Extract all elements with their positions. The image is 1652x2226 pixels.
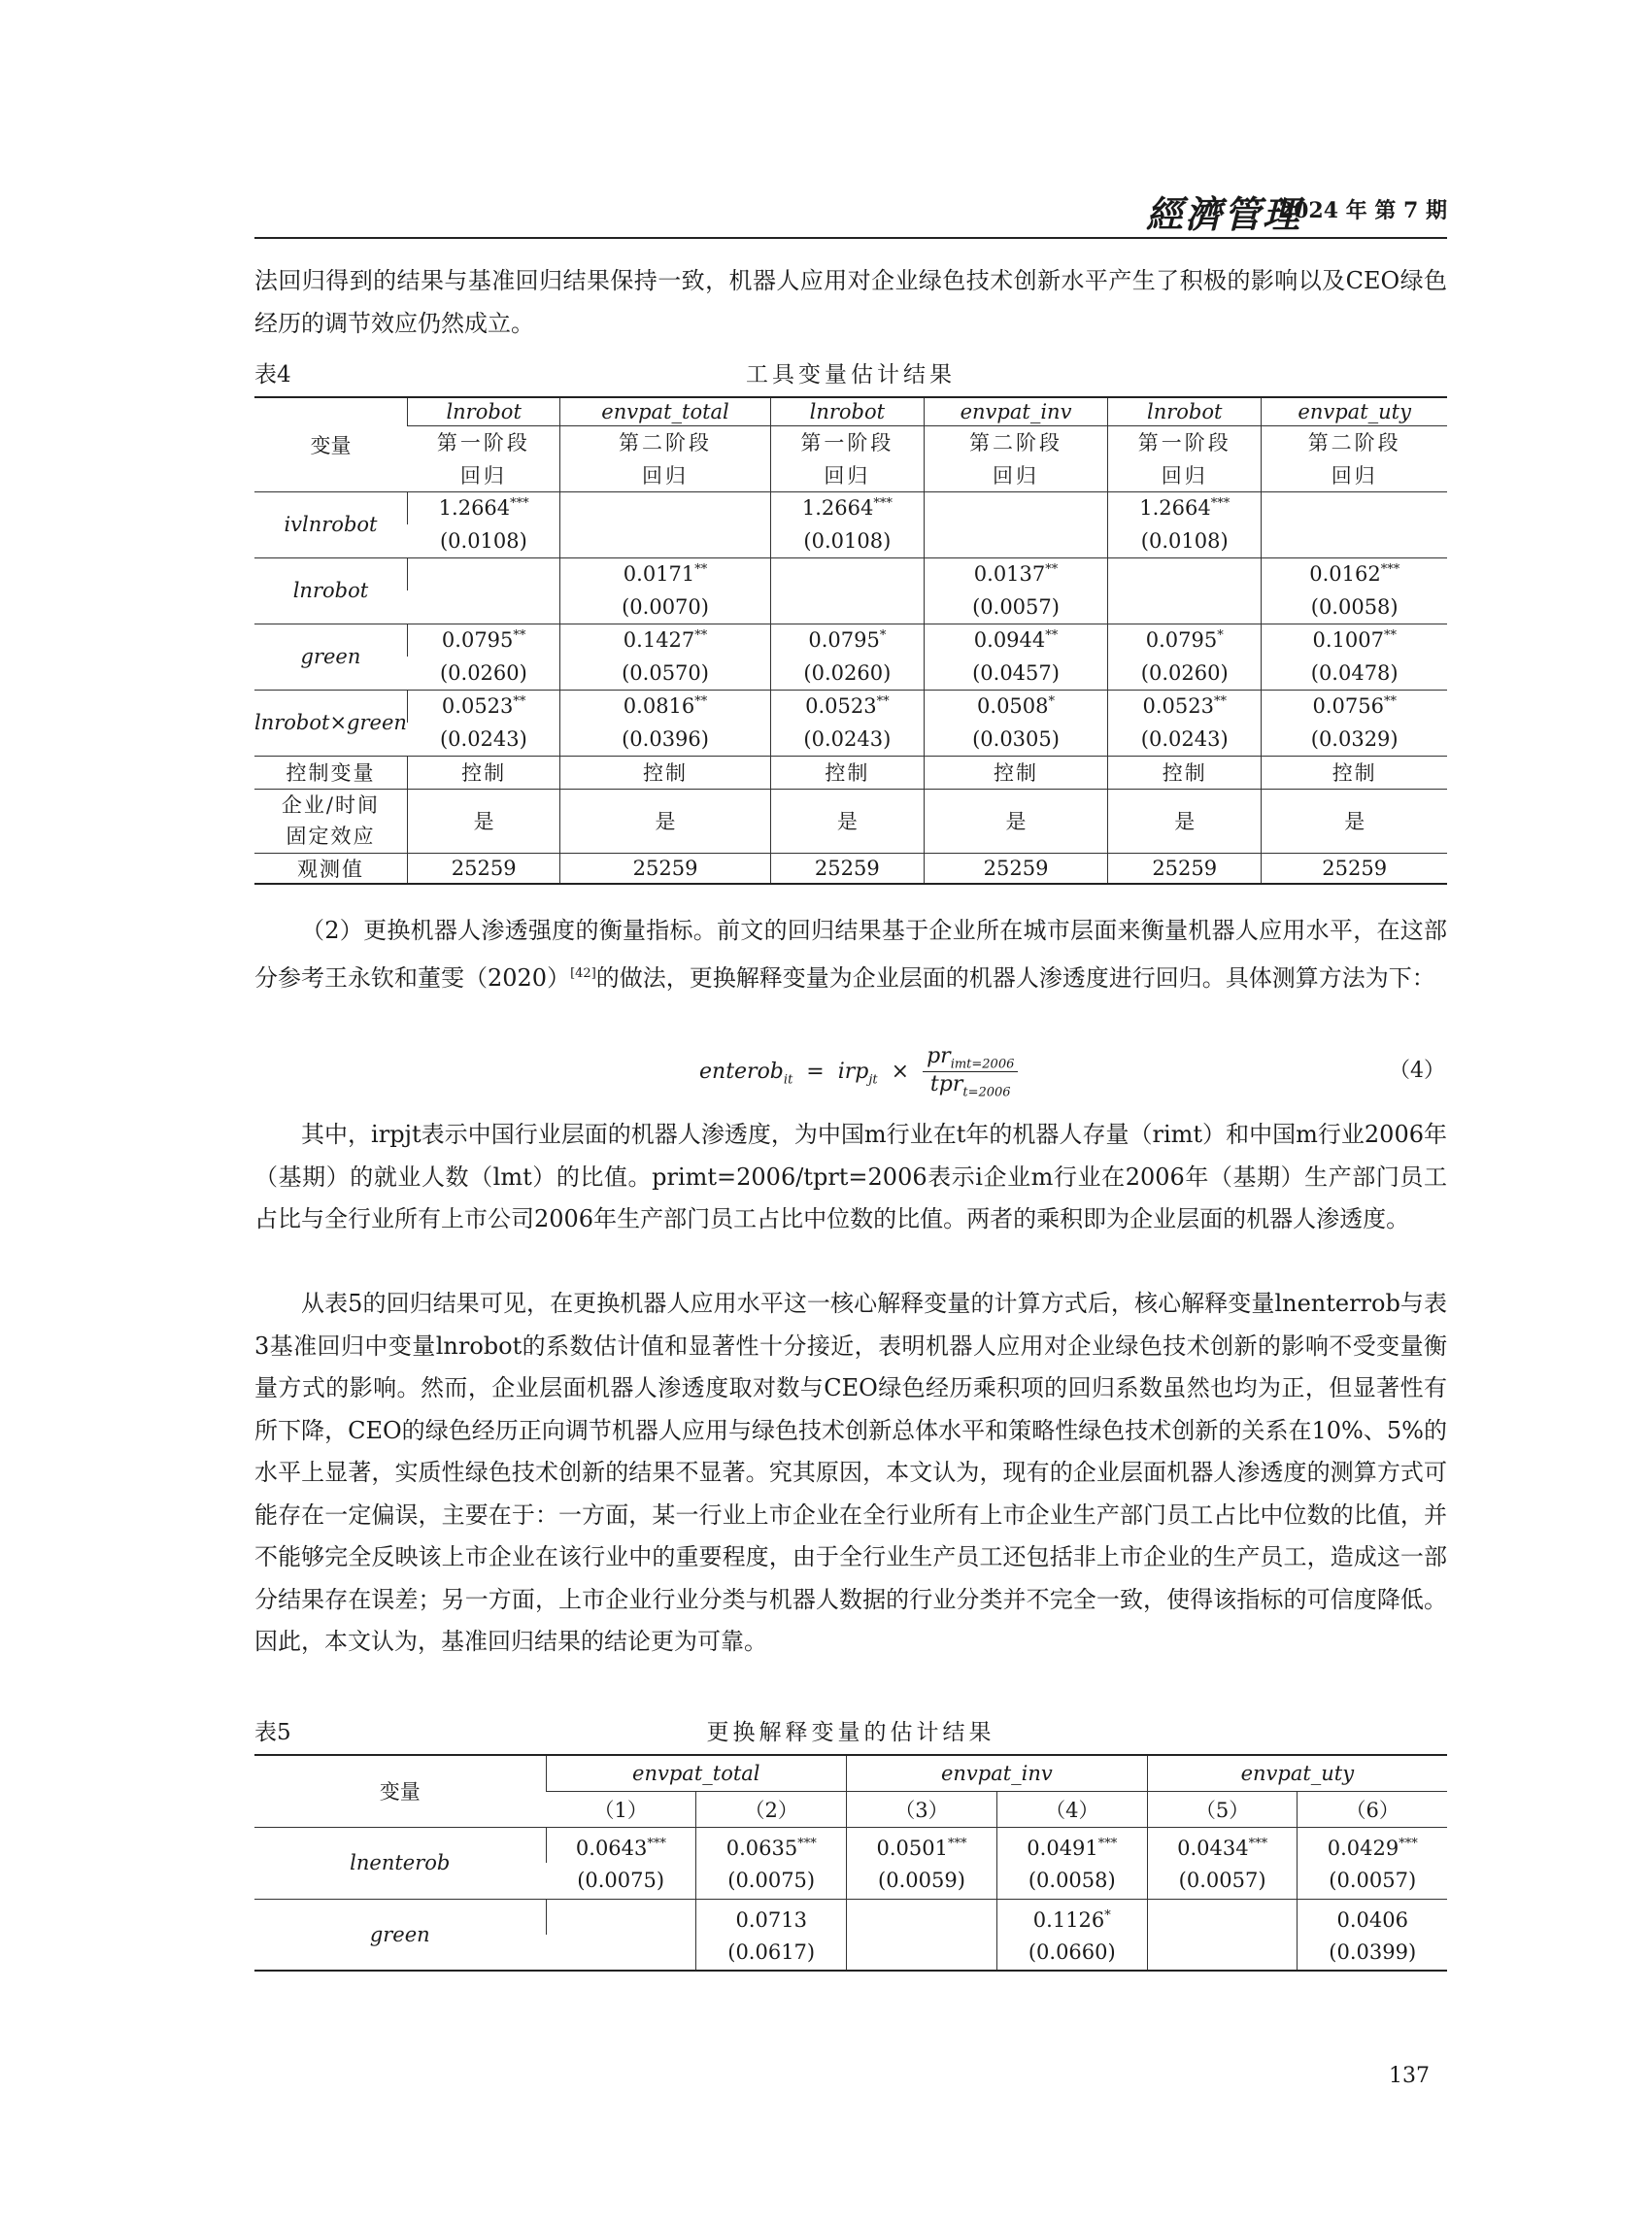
paragraph-2: （2）更换机器人渗透强度的衡量指标。前文的回归结果基于企业所在城市层面来衡量机器人应用水平，在这部分参考王永钦和董雯（2020）[42]的做法，更换解释变量为企业层面的机器人渗透度进行回归。具体测算方法为下： (254, 917, 1447, 992)
table-4 (254, 396, 1447, 885)
coef-cell: 0.1007** (1262, 624, 1447, 657)
table5-caption (254, 1714, 1447, 1745)
coef-cell: 0.0795** (407, 624, 560, 657)
table5-title: 更换解释变量的估计结果 (706, 1720, 995, 1745)
se-cell (546, 1935, 696, 1971)
table4-header-row (254, 397, 1447, 425)
fe-cell: 是 (1262, 789, 1447, 853)
page-number: 137 (1389, 2064, 1430, 2088)
se-cell: (0.0260) (1108, 657, 1262, 690)
se-cell: (0.0305) (925, 723, 1108, 756)
coef-cell: 0.0944** (925, 624, 1108, 657)
obs-label: 观测值 (296, 857, 364, 881)
col-name: envpat_uty (1262, 397, 1447, 425)
control-row (254, 756, 1447, 789)
table5-label: 表5 (254, 1720, 291, 1745)
col-number: （6） (1298, 1791, 1447, 1827)
col-stage: 第二阶段 (925, 425, 1108, 458)
var-header: 变量 (254, 1755, 546, 1827)
coef-cell (925, 491, 1108, 524)
se-cell: (0.0329) (1262, 723, 1447, 756)
col-stage: 第二阶段 (560, 425, 770, 458)
col-name: lnrobot (770, 397, 924, 425)
coef-cell: 0.1126* (996, 1899, 1147, 1935)
coef-cell: 0.0523** (1108, 690, 1262, 723)
control-cell: 控制 (925, 756, 1108, 789)
coef-cell: 0.0501*** (847, 1827, 997, 1863)
se-cell: (0.0108) (770, 524, 924, 557)
group-header: envpat_inv (847, 1755, 1148, 1791)
table4-reg-row (254, 458, 1447, 491)
col-stage: 第二阶段 (1262, 425, 1447, 458)
col-reg: 回归 (925, 458, 1108, 491)
coef-cell: 0.0795* (770, 624, 924, 657)
se-cell (925, 524, 1108, 557)
col-name: envpat_total (560, 397, 770, 425)
table-row (254, 624, 1447, 657)
coef-cell: 0.0171** (560, 557, 770, 590)
coef-cell: 0.0137** (925, 557, 1108, 590)
table-row (254, 1827, 1447, 1863)
col-name: lnrobot (1108, 397, 1262, 425)
se-cell (770, 590, 924, 624)
page-header (254, 183, 1447, 239)
obs-cell: 25259 (1262, 853, 1447, 884)
se-cell: (0.0457) (925, 657, 1108, 690)
fe-cell: 是 (407, 789, 560, 853)
coef-cell: 0.0429*** (1298, 1827, 1447, 1863)
coef-cell: 0.1427** (560, 624, 770, 657)
se-cell: (0.0058) (1262, 590, 1447, 624)
control-cell: 控制 (1262, 756, 1447, 789)
coef-cell: 0.0523** (770, 690, 924, 723)
coef-cell (847, 1899, 997, 1935)
coef-cell (546, 1899, 696, 1935)
se-cell: (0.0070) (560, 590, 770, 624)
fe-cell: 是 (1108, 789, 1262, 853)
coef-cell (770, 557, 924, 590)
control-cell: 控制 (770, 756, 924, 789)
table-row (254, 1899, 1447, 1935)
coef-cell: 0.0434*** (1147, 1827, 1298, 1863)
col-reg: 回归 (560, 458, 770, 491)
col-reg: 回归 (1108, 458, 1262, 491)
row-var: lnenterob (254, 1827, 546, 1899)
control-cell: 控制 (1108, 756, 1262, 789)
obs-cell: 25259 (407, 853, 560, 884)
coef-cell (1147, 1899, 1298, 1935)
se-cell (847, 1935, 997, 1971)
coef-cell (1108, 557, 1262, 590)
row-var: lnrobot×green (254, 690, 407, 756)
table-row (254, 491, 1447, 524)
table4-title: 工具变量估计结果 (746, 362, 956, 388)
se-cell: (0.0243) (770, 723, 924, 756)
se-cell (1262, 524, 1447, 557)
coef-cell: 1.2664*** (407, 491, 560, 524)
fe-cell: 是 (770, 789, 924, 853)
var-header: 变量 (254, 397, 407, 491)
se-cell: (0.0108) (407, 524, 560, 557)
coef-cell: 0.0795* (1108, 624, 1262, 657)
coef-cell (1262, 491, 1447, 524)
se-cell: (0.0478) (1262, 657, 1447, 690)
row-var: lnrobot (254, 557, 407, 624)
group-header: envpat_uty (1147, 1755, 1447, 1791)
table4-label: 表4 (254, 362, 291, 388)
coef-cell (407, 557, 560, 590)
coef-cell (560, 491, 770, 524)
se-cell: (0.0108) (1108, 524, 1262, 557)
journal-logo: 經濟管理 (1145, 192, 1301, 236)
se-cell: (0.0075) (546, 1863, 696, 1899)
row-var: green (369, 1922, 430, 1946)
table-row (254, 557, 1447, 590)
coef-cell: 1.2664*** (770, 491, 924, 524)
coef-cell: 0.0508* (925, 690, 1108, 723)
se-cell: (0.0057) (1147, 1863, 1298, 1899)
obs-cell: 25259 (1108, 853, 1262, 884)
col-stage: 第一阶段 (770, 425, 924, 458)
fe-label: 企业/时间 固定效应 (254, 789, 407, 853)
paragraph-3: 其中，irpjt表示中国行业层面的机器人渗透度，为中国m行业在t年的机器人存量（rimt）和中国m行业2006年（基期）的就业人数（lmt）的比值。primt=2006/tprt=2006表示i企业m行业在2006年（基期）生产部门员工占比与全行业所有上市公司2006年生产部门员工占比中位数的比值。两者的乘积即为企业层面的机器人渗透度。 (254, 1121, 1447, 1232)
coef-cell: 0.0406 (1298, 1899, 1447, 1935)
obs-cell: 25259 (770, 853, 924, 884)
table-row (254, 524, 1447, 557)
coef-cell: 0.0713 (696, 1899, 847, 1935)
coef-cell: 0.0635*** (696, 1827, 847, 1863)
se-cell: (0.0399) (1298, 1935, 1447, 1971)
se-cell (1147, 1935, 1298, 1971)
row-var: green (254, 624, 407, 690)
col-name: lnrobot (407, 397, 560, 425)
se-cell: (0.0243) (407, 723, 560, 756)
col-number: （1） (546, 1791, 696, 1827)
se-cell: (0.0570) (560, 657, 770, 690)
table5-group-row (254, 1755, 1447, 1791)
table-row (254, 590, 1447, 624)
se-cell (1108, 590, 1262, 624)
fe-row (254, 789, 1447, 853)
control-label: 控制变量 (254, 756, 407, 789)
se-cell: (0.0260) (407, 657, 560, 690)
equation-number: （4） (1389, 1059, 1445, 1083)
group-header: envpat_total (546, 1755, 847, 1791)
col-stage: 第一阶段 (1108, 425, 1262, 458)
se-cell: (0.0396) (560, 723, 770, 756)
coef-cell: 0.0523** (407, 690, 560, 723)
coef-cell: 0.0756** (1262, 690, 1447, 723)
col-reg: 回归 (1262, 458, 1447, 491)
coef-cell: 0.0491*** (996, 1827, 1147, 1863)
se-cell: (0.0617) (696, 1935, 847, 1971)
se-cell: (0.0057) (1298, 1863, 1447, 1899)
control-cell: 控制 (560, 756, 770, 789)
obs-cell: 25259 (560, 853, 770, 884)
obs-row (254, 853, 1447, 884)
se-cell: (0.0260) (770, 657, 924, 690)
paragraph-1: 法回归得到的结果与基准回归结果保持一致，机器人应用对企业绿色技术创新水平产生了积极的影响以及CEO绿色经历的调节效应仍然成立。 (254, 267, 1447, 337)
col-number: （4） (996, 1791, 1147, 1827)
se-cell (407, 590, 560, 624)
issue-label: 2024 年 第 7 期 (1278, 198, 1447, 223)
col-reg: 回归 (407, 458, 560, 491)
fe-cell: 是 (925, 789, 1108, 853)
table-row (254, 657, 1447, 690)
table4-stage-row (254, 425, 1447, 458)
se-cell: (0.0660) (996, 1935, 1147, 1971)
row-var: ivlnrobot (254, 491, 407, 557)
obs-cell: 25259 (925, 853, 1108, 884)
col-number: （3） (847, 1791, 997, 1827)
table-5 (254, 1754, 1447, 1972)
se-cell: (0.0058) (996, 1863, 1147, 1899)
equation-4: enterob$_{it}$ = irp$_{jt}$ × $pr_{imt=2006}$ tpr$_{t=2006}$ (699, 1044, 1018, 1100)
table4-caption (254, 356, 1447, 388)
coef-cell: 1.2664*** (1108, 491, 1262, 524)
col-stage: 第一阶段 (436, 431, 530, 455)
se-cell: (0.0243) (1108, 723, 1262, 756)
se-cell: (0.0059) (847, 1863, 997, 1899)
col-number: （5） (1147, 1791, 1298, 1827)
se-cell: (0.0057) (925, 590, 1108, 624)
col-name: envpat_inv (925, 397, 1108, 425)
paragraph-4: 从表5的回归结果可见，在更换机器人应用水平这一核心解释变量的计算方式后，核心解释变量lnenterrob与表3基准回归中变量lnrobot的系数估计值和显著性十分接近，表明机器人应用对企业绿色技术创新的影响不受变量衡量方式的影响。然而，企业层面机器人渗透度取对数与CEO绿色经历乘积项的回归系数虽然也均为正，但显著性有所下降，CEO的绿色经历正向调节机器人应用与绿色技术创新总体水平和策略性绿色技术创新的关系在10%、5%的水平上显著，实质性绿色技术创新的结果不显著。究其原因，本文认为，现有的企业层面机器人渗透度的测算方式可能存在一定偏误，主要在于：一方面，某一行业上市企业在全行业所有上市企业生产部门员工占比中位数的比值，并不能够完全反映该上市企业在该行业中的重要程度，由于全行业生产员工还包括非上市企业的生产员工，造成这一部分结果存在误差；另一方面，上市企业行业分类与机器人数据的行业分类并不完全一致，使得该指标的可信度降低。因此，本文认为，基准回归结果的结论更为可靠。 (254, 1290, 1447, 1655)
col-number: （2） (696, 1791, 847, 1827)
coef-cell: 0.0162*** (1262, 557, 1447, 590)
coef-cell: 0.0816** (560, 690, 770, 723)
control-cell: 控制 (407, 756, 560, 789)
table-row (254, 690, 1447, 723)
se-cell (560, 524, 770, 557)
fe-cell: 是 (560, 789, 770, 853)
se-cell: (0.0075) (696, 1863, 847, 1899)
col-reg: 回归 (770, 458, 924, 491)
coef-cell: 0.0643*** (546, 1827, 696, 1863)
table-row (254, 723, 1447, 756)
